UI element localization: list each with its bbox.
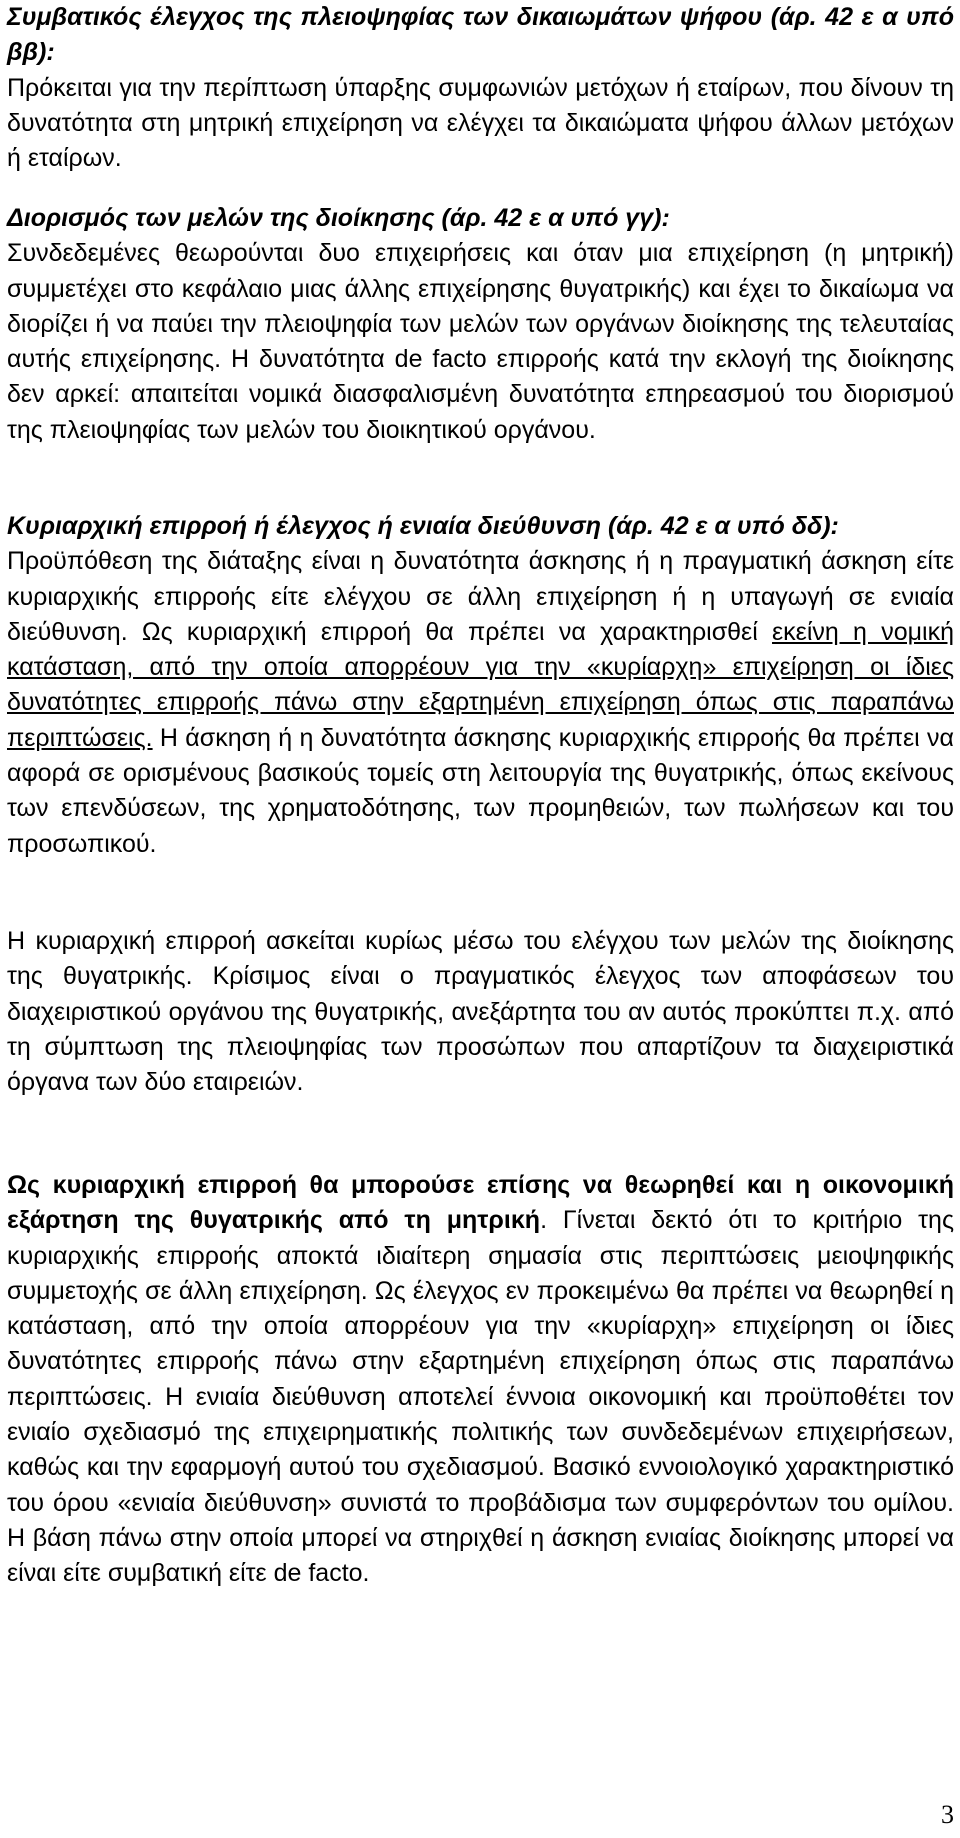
section-board-appointment [7, 201, 954, 448]
section-dominant-influence [7, 509, 954, 862]
paragraph-text: Η άσκηση ή η δυνατότητα άσκησης κυριαρχικής επιρροής θα πρέπει να αφορά σε ορισμένους βασικούς τομείς στη λειτουργία της θυγατρικής, όπως εκείνους των επενδύσεων, της χρηματοδότησης, των προμηθειών, των πωλήσεων και του προσωπικού. [7, 723, 954, 858]
page-number: 3 [941, 1800, 954, 1829]
paragraph [7, 0, 954, 176]
paragraph-text: Πρόκειται για την περίπτωση ύπαρξης συμφωνιών μετόχων ή εταίρων, που δίνουν τη δυνατότητα στη μητρική επιχείρηση να ελέγχει τα δικαιώματα ψήφου άλλων μετόχων ή εταίρων. [7, 73, 954, 173]
section-economic-dependence [7, 1168, 954, 1592]
paragraph [7, 201, 954, 448]
paragraph-text: Συνδεδεμένες θεωρούνται δυο επιχειρήσεις και όταν μια επιχείρηση (η μητρική) συμμετέχει στο κεφάλαιο μιας άλλης επιχείρησης θυγατρικής) και έχει το δικαίωμα να διορίζει ή να παύει την πλειοψηφία των μελών των οργάνων διοίκησης της τελευταίας αυτής επιχείρησης. Η δυνατότητα de facto επιρροής κατά την εκλογή της διοίκησης δεν αρκεί: απαιτείται νομικά διασφαλισμένη δυνατότητα επηρεασμού του διορισμού της πλειοψηφίας των μελών του διοικητικού οργάνου. [7, 239, 954, 444]
paragraph [7, 1168, 954, 1592]
section-heading: Διορισμός των μελών της διοίκησης (άρ. 42 ε α υπό γγ): [7, 204, 670, 232]
underlined-text: εκείνη η νομική κατάσταση, από την οποία απορρέουν για την «κυρίαρχη» επιχείρηση οι ίδιες δυνατότητες επιρροής πάνω στην εξαρτημένη επιχείρηση όπως στις παραπάνω περιπτώσεις. [7, 617, 955, 752]
paragraph-text: Η κυριαρχική επιρροή ασκείται κυρίως μέσω του ελέγχου των μελών της διοίκησης της θυγατρικής. Κρίσιμος είναι ο πραγματικός έλεγχος των αποφάσεων του διαχειριστικού οργάνου της θυγατρικής, ανεξάρτητα του αν αυτός προκύπτει π.χ. από τη σύμπτωση της πλειοψηφίας των προσώπων που απαρτίζουν τα διαχειριστικά όργανα των δύο εταιρειών. [7, 927, 954, 1097]
section-contractual-control [7, 0, 954, 176]
bold-lead-text: Ως κυριαρχική επιρροή θα μπορούσε επίσης να θεωρηθεί και η οικονομική εξάρτηση της θυγατρικής από τη μητρική [7, 1171, 954, 1235]
section-heading: Κυριαρχική επιρροή ή έλεγχος ή ενιαία διεύθυνση (άρ. 42 ε α υπό δδ): [7, 512, 839, 540]
section-heading: Συμβατικός έλεγχος της πλειοψηφίας των δικαιωμάτων ψήφου (άρ. 42 ε α υπό ββ): [7, 3, 954, 67]
paragraph-text: Προϋπόθεση της διάταξης είναι η δυνατότητα άσκησης ή η πραγματική άσκηση είτε κυριαρχικής επιρροής είτε ελέγχου σε άλλη επιχείρηση ή η υπαγωγή σε ενιαία διεύθυνση. Ως κυριαρχική επιρροή θα πρέπει να χαρακτηρισθεί [7, 547, 954, 646]
section-board-control [7, 924, 954, 1100]
paragraph [7, 924, 954, 1100]
paragraph [7, 509, 954, 862]
paragraph-text: . Γίνεται δεκτό ότι το κριτήριο της κυριαρχικής επιρροής αποκτά ιδιαίτερη σημασία στις περιπτώσεις μειοψηφικής συμμετοχής σε άλλη επιχείρηση. Ως έλεγχος εν προκειμένω θα πρέπει να θεωρηθεί η κατάσταση, από την οποία απορρέουν για την «κυρίαρχη» επιχείρηση οι ίδιες δυνατότητες επιρροής πάνω στην εξαρτημένη επιχείρηση όπως στις παραπάνω περιπτώσεις. Η ενιαία διεύθυνση αποτελεί έννοια οικονομική και προϋποθέτει τον ενιαίο σχεδιασμό της επιχειρηματικής πολιτικής των συνδεδεμένων επιχειρήσεων, καθώς και την εφαρμογή αυτού του σχεδιασμού. Βασικό εννοιολογικό χαρακτηριστικό του όρου «ενιαία διεύθυνση» συνιστά το προβάδισμα των συμφερόντων του ομίλου. Η βάση πάνω στην οποία μπορεί να στηριχθεί η άσκηση ενιαίας διοίκησης μπορεί να είναι είτε συμβατική είτε de facto. [7, 1206, 954, 1588]
